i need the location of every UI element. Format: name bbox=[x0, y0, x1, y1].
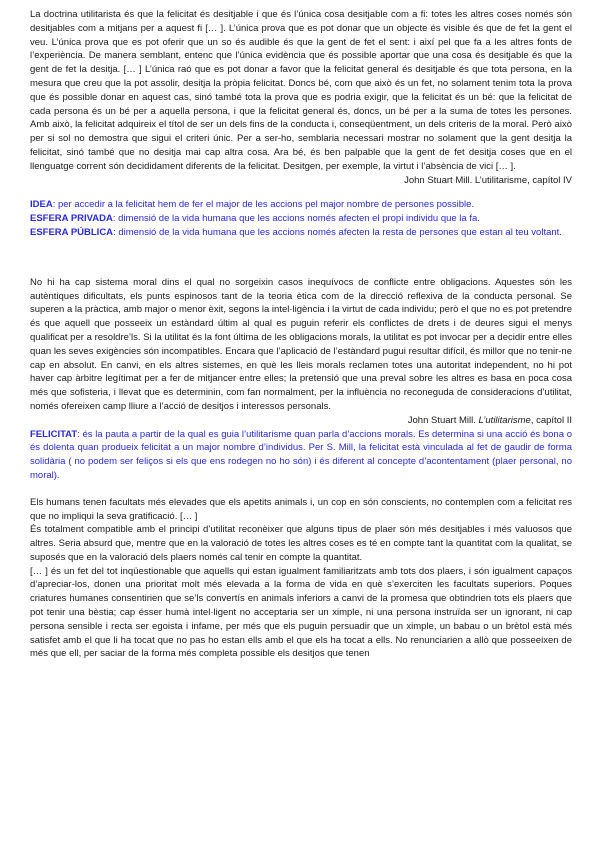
mill-quote-paragraph-5: [… ] és un fet del tot inqüestionable que aquells qui estan igualment familiaritzats amb tots dos plaers, i són igualment capaços d’apreciar-los, donen una prioritat molt més elevada a la forma de vida en què s’exerciten les facultats superiors. Poques criatures humanes consentirien que se’ls convertís en animals inferiors a canvi de la promesa que obtindrien tots els plaers que pot tenir una bèstia; cap ésser humà intel·ligent no acceptaria ser un ximple, ni una persona instruïda ser un ignorant, ni cap persona sensible i recta ser egoista i infame, per més que els puguin persuadir que un ximple, un babau o un brètol està més satisfet amb el que li ha tocat que no pas ho estan ells amb el que els ha tocat a ells. No renunciarien a allò que posseeixen de més que ell, per saciar de la forma més completa possible els desitjos que tenen bbox=[30, 565, 572, 660]
mill-quote-paragraph-1: La doctrina utilitarista és que la felicitat és desitjable i que és l’única cosa desitjable com a fi: totes les altres coses només són desitjables com a mitjans per a aquest fi [… ]. L’única prova que es pot donar que un objecte és visible és que de fet la gent el veu. L’única prova que es pot oferir que un so és audible és que la gent de fet el sent: i així pel que fa a les altres fonts de l’experiència. De manera semblant, entenc que l’única evidència que és possible aportar que una cosa és desitjable és que la gent de fet la desitja. [… ] L’única raó que es pot donar a favor que la felicitat general és desitjable és que tota persona, en la mesura que creu que la pot assolir, desitja la pròpia felicitat. Doncs bé, com que això és un fet, no solament tenim tota la prova que és possible donar en aquest cas, sinó també tota la prova que es podria exigir, que la felicitat és un bé: que la felicitat de cada persona és un bé per a aquella persona, i que la felicitat general és, doncs, un bé per a la suma de totes les persones. Amb això, la felicitat adquireix el títol de ser un dels fins de la conducta i, conseqüentment, un dels criteris de la moral. Però això per si sol no demostra que sigui el criteri únic. Per a ser-ho, semblaria necessari mostrar no solament que la gent desitja la felicitat, sinó també que no desitja mai cap altra cosa. Ara bé, és ben palpable que la gent de fet desitja coses que en el llenguatge corrent són decididament diferents de la felicitat. Desitgen, per exemple, la virtut i l’absència de vici [… ]. bbox=[30, 9, 572, 172]
definition-esfera-publica bbox=[30, 226, 572, 240]
definition-felicitat bbox=[30, 428, 572, 483]
definition-label: ESFERA PRIVADA bbox=[30, 213, 113, 225]
attribution-author: John Stuart Mill. bbox=[407, 414, 476, 426]
definition-label: IDEA bbox=[30, 199, 53, 211]
definition-idea bbox=[30, 198, 572, 212]
attribution-chapter: , capítol II bbox=[530, 414, 572, 426]
mill-attribution-2 bbox=[30, 414, 572, 428]
definition-esfera-privada bbox=[30, 212, 572, 226]
definition-text: : dimensió de la vida humana que les accions només afecten el propi individu que la fa. bbox=[112, 213, 480, 225]
mill-attribution-1: John Stuart Mill. L’utilitarisme, capítol IV bbox=[404, 174, 572, 186]
definition-label: FELICITAT bbox=[30, 428, 78, 440]
definitions-block-1 bbox=[30, 198, 572, 239]
mill-quote-paragraph-4: És totalment compatible amb el principi d’utilitat reconèixer que alguns tipus de plaer són més desitjables i més valuosos que altres. Seria absurd que, mentre que en la valoració de totes les altres coses es té en compte tant la quantitat com la qualitat, se suposés que en la valoració dels plaers només cal tenir en compte la quantitat. bbox=[30, 524, 572, 563]
definition-text: : dimensió de la vida humana que les accions només afecten la resta de persones que estan al teu voltant. bbox=[113, 226, 562, 238]
definition-text: : és la pauta a partir de la qual es guia l’utilitarisme quan parla d’accions morals. Es determina si una acció és bona o és dolenta quan produeix felicitat a un major nombre d’individus. Per S. Mill, la felicitat està vinculada al fet de gaudir de forma solidària ( no podem ser feliços si els que ens rodegen no ho són) i és diferent al concepte d’acontentament (plaer personal, no moral). bbox=[30, 428, 572, 481]
definition-text: : per accedir a la felicitat hem de fer el major de les accions pel major nombre de persones possible. bbox=[52, 199, 475, 211]
document-page bbox=[30, 8, 572, 661]
mill-quote-paragraph-3: Els humans tenen facultats més elevades que els apetits animals i, un cop en són conscients, no contemplen com a felicitat res que no impliqui la seva gratificació. [… ] bbox=[30, 496, 572, 522]
mill-quote-paragraph-2: No hi ha cap sistema moral dins el qual no sorgeixin casos inequívocs de conflicte entre obligacions. Aquestes són les autèntiques dificultats, els punts espinosos tant de la teoria ètica com de la direcció reflexiva de la conducta personal. Se superen a la pràctica, amb major o menor èxit, segons la intel·ligència i la virtut de cada individu; però el que no es pot pretendre és que aquell que posseeix un estàndard últim al qual es puguin referir els conflictes de drets i de deures sigui el menys qualificat per a resoldre’ls. Si la utilitat és la font última de les obligacions morals, la utilitat es pot invocar per a decidir entre elles quan les seves exigències són incompatibles. Encara que l’aplicació de l’estàndard pugui resultar difícil, és millor que no tenir-ne cap en absolut. En canvi, en els altres sistemes, en què les lleis morals reclamen totes una autoritat independent, no hi pot haver cap àrbitre legítimat per a fer de mitjancer entre elles; la pretensió que una preval sobre les altres es basa en poca cosa més que sofisteria, i llevat que es determinin, com fan normalment, per la influència no reconeguda de consideracions d’utilitat, només ofereixen camp lliure a l’acció de desitjos i interessos personals. bbox=[30, 276, 572, 412]
attribution-work: L’utilitarisme bbox=[478, 414, 531, 426]
definition-label: ESFERA PÚBLICA bbox=[30, 226, 114, 238]
